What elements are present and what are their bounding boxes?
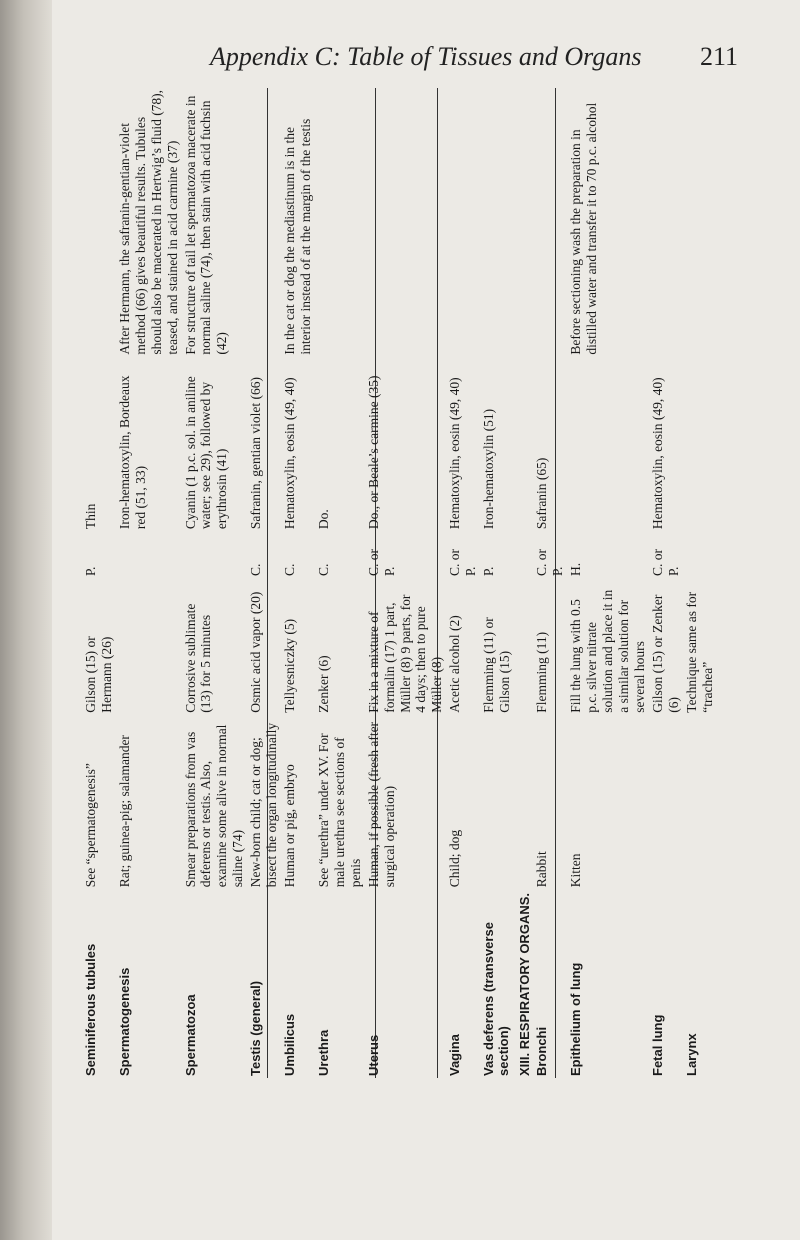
remarks-cell	[315, 80, 317, 359]
stain-cell: Do., or Beale’s carmine (35)	[365, 375, 381, 530]
tissue-table	[82, 80, 715, 1080]
organ-cell: Spermatogenesis	[116, 967, 132, 1076]
stain-cell: Iron-hematoxylin, Bordeaux red (51, 33)	[116, 375, 148, 530]
stain-cell	[567, 359, 569, 534]
material-cell	[649, 717, 651, 892]
fixative-cell: Tellyesniczky (5)	[282, 618, 298, 713]
table-row	[446, 80, 480, 1080]
running-header-title: Appendix C: Table of Tissues and Organs	[210, 42, 642, 71]
stain-cell: Hematoxylin, eosin (49, 40)	[447, 377, 463, 530]
table-row	[480, 80, 514, 1080]
remarks-cell	[365, 80, 367, 359]
table-row	[182, 80, 248, 1080]
organ-cell: Urethra	[315, 1029, 331, 1076]
organ-cell: Spermatozoa	[182, 994, 198, 1076]
organ-cell: Larynx	[683, 1033, 699, 1076]
table-row	[116, 80, 182, 1080]
embed-cell: C.	[248, 563, 264, 577]
fixative-cell: Acetic alcohol (2)	[447, 615, 463, 713]
embed-cell: H.	[568, 562, 584, 577]
fixative-cell: Fix in a mixture of formalin (17) 1 part, Müller (8) 9 parts, for 4 days; then to pure Müller (8)	[365, 594, 445, 713]
embed-cell	[182, 533, 184, 580]
organ-cell: Uterus	[365, 1034, 381, 1076]
table-row	[365, 80, 447, 1080]
page-number: 211	[700, 42, 739, 71]
remarks-cell	[683, 80, 685, 359]
remarks-cell: Before sectioning wash the preparation in distilled water and transfer it to 70 p.c. alcohol	[568, 102, 600, 355]
stain-cell	[683, 359, 685, 534]
table-row	[315, 80, 365, 1080]
material-cell: Child; dog	[447, 829, 463, 888]
fixative-cell: Gilson (15) or Zenker (6)	[649, 594, 681, 713]
organ-cell: Bronchi	[534, 1026, 550, 1076]
remarks-cell	[480, 80, 482, 359]
stain-cell: Hematoxylin, eosin (49, 40)	[282, 377, 298, 530]
embed-cell: C. or P.	[534, 549, 566, 577]
remarks-cell: After Hermann, the safranin-gentian-violet method (66) gives beautiful results. Tubules should also be macerated in Hertwig’s fluid (78), teased, and stained in acid carmine (37)	[116, 89, 180, 355]
fixative-cell: Zenker (6)	[315, 655, 331, 713]
fixative-cell: Flemming (11)	[534, 631, 550, 713]
embed-cell: P.	[481, 566, 497, 577]
material-cell: See “urethra” under XV. For male urethra see sections of penis	[315, 733, 363, 888]
remarks-cell	[247, 80, 249, 359]
organ-cell: Vas deferens (transverse section)	[481, 922, 512, 1076]
table-row	[683, 80, 717, 1080]
fixative-cell: Gilson (15) or Hermann (26)	[83, 636, 114, 713]
embed-cell	[683, 533, 685, 580]
embed-cell: C. or P.	[447, 549, 479, 577]
stain-cell: Iron-hematoxylin (51)	[481, 408, 497, 530]
embed-cell: C. or P.	[365, 549, 397, 577]
section-heading: XIII. RESPIRATORY ORGANS.	[516, 893, 532, 1076]
material-cell: Rabbit	[534, 851, 550, 888]
table-row	[82, 80, 116, 1080]
stain-cell: Thin	[83, 503, 98, 530]
remarks-cell	[533, 80, 535, 359]
material-cell: See “spermatogenesis”	[83, 763, 98, 888]
stain-cell: Hematoxylin, eosin (49, 40)	[649, 377, 665, 530]
stain-cell: Do.	[315, 509, 331, 530]
stain-cell: Safranin, gentian violet (66)	[248, 376, 264, 530]
section-heading-row	[514, 80, 533, 1080]
fixative-cell: Fill the lung with 0.5 p.c. silver nitrate solution and place it in a similar solution for several hours	[568, 589, 647, 713]
embed-cell: C.	[282, 563, 298, 577]
material-cell: Kitten	[568, 853, 584, 888]
organ-cell: Umbilicus	[282, 1013, 298, 1076]
stain-cell: Cyanin (1 p.c. sol. in aniline water; see 29), followed by erythrosin (41)	[182, 376, 230, 530]
organ-cell: Epithelium of lung	[568, 962, 584, 1076]
table-row	[649, 80, 683, 1080]
material-cell	[683, 717, 685, 892]
fixative-cell: Technique same as for “trachea”	[683, 591, 715, 713]
fixative-cell: Flemming (11) or Gilson (15)	[481, 617, 513, 713]
remarks-cell	[446, 80, 448, 359]
embed-cell: P.	[83, 566, 98, 577]
table-row	[247, 80, 281, 1080]
embed-cell: C. or P.	[649, 549, 681, 577]
fixative-cell	[116, 580, 118, 717]
embed-cell: C.	[315, 563, 331, 577]
organ-cell: Seminiferous tubules	[83, 943, 98, 1076]
book-gutter-shadow	[0, 0, 52, 1240]
organ-cell: Fetal lung	[649, 1014, 665, 1076]
table-row	[567, 80, 649, 1080]
material-cell	[480, 717, 482, 892]
material-cell: Human or pig, embryo	[282, 764, 298, 888]
material-cell: Rat; guinea-pig; salamander	[116, 735, 132, 888]
remarks-cell: For structure of tail let spermatozoa macerate in normal saline (74), then stain with acid fuchsin (42)	[182, 95, 230, 355]
fixative-cell: Osmic acid vapor (20)	[248, 591, 264, 713]
stain-cell: Safranin (65)	[534, 457, 550, 530]
embed-cell	[116, 533, 118, 580]
fixative-cell: Corrosive sublimate (13) for 5 minutes	[182, 603, 214, 713]
remarks-cell	[649, 80, 651, 359]
material-cell: New-born child; cat or dog; bisect the organ longitudinally	[248, 722, 280, 888]
organ-cell: Vagina	[447, 1034, 463, 1076]
remarks-cell	[82, 80, 84, 359]
table-row	[281, 80, 315, 1080]
material-cell: Smear preparations from vas deferens or testis. Also, examine some alive in normal saline (74)	[182, 724, 246, 888]
material-cell: Human, if possible (fresh after surgical operation)	[365, 721, 397, 888]
remarks-cell: In the cat or dog the mediastinum is in the interior instead of at the margin of the testis	[282, 118, 313, 355]
table-row	[533, 80, 567, 1080]
organ-cell: Testis (general)	[248, 980, 264, 1076]
